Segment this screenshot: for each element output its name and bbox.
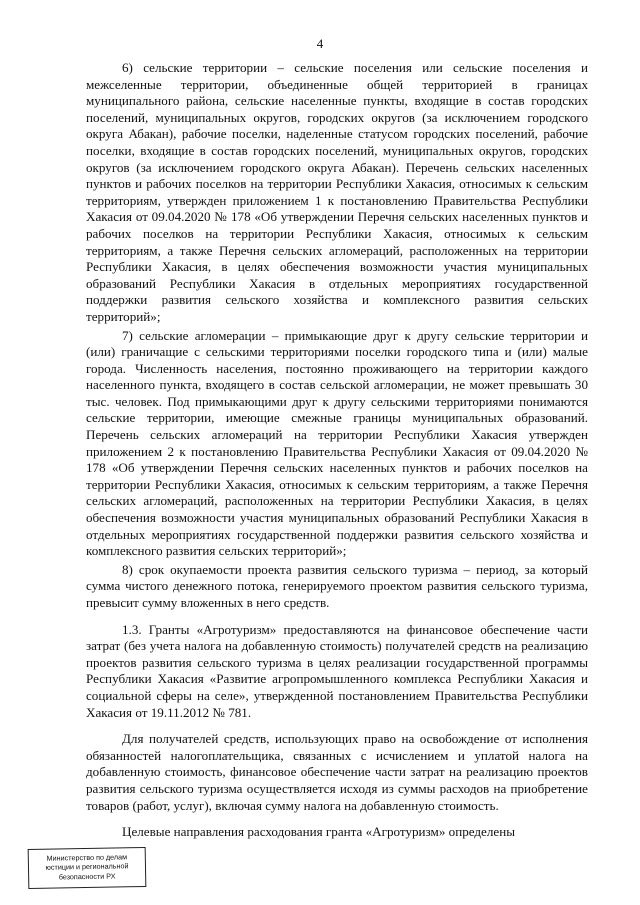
ministry-stamp bbox=[28, 847, 147, 889]
stamp-line-2: юстиции и региональной bbox=[45, 861, 129, 873]
paragraph-payback-period: 8) срок окупаемости проекта развития сельского туризма – период, за который сумма чистого денежного потока, генерируемого проектом развития сельского туризма, превысит сумму вложенных в него средств. bbox=[86, 561, 588, 610]
stamp-line-1: Министерство по делам bbox=[46, 852, 128, 863]
paragraph-grants-purpose: 1.3. Гранты «Агротуризм» предоставляются на финансовое обеспечение части затрат (без учета налога на добавленную стоимость) получателей средств на реализацию проектов развития сельского туризма в целях реализации государственной программы Республики Хакасия «Развитие агропромышленного комплекса Республики Хакасия и социальной сферы на селе», утвержденной постановлением Правительства Республики Хакасия от 19.11.2012 № 781. bbox=[86, 621, 588, 720]
paragraph-rural-territories: 6) сельские территории – сельские поселения или сельские поселения и межселенные территории, объединенные общей территорией в границах муниципального района, сельские населенные пункты, входящие в состав городских поселений, муниципальных округов, городских округов (за исключением городского округа Абакан), рабочие поселки, наделенные статусом городских поселений, рабочие поселки, входящие в состав городских поселений, муниципальных округов, городских округов (за исключением городского округа Абакан). Перечень сельских населенных пунктов и рабочих поселков на территории Республики Хакасия, относимых к сельским территориям, утвержден приложением 1 к постановлению Правительства Республики Хакасия от 09.04.2020 № 178 «Об утверждении Перечня сельских населенных пунктов и рабочих поселков на территории Республики Хакасия, относимых к сельским территориям, а также Перечня сельских агломераций, расположенных на территории Республики Хакасия, в целях обеспечения возможности участия муниципальных образований Республики Хакасия в отдельных мероприятиях государственной поддержки развития сельского хозяйства и комплексного развития сельских территорий»; bbox=[86, 60, 588, 324]
paragraph-target-directions: Целевые направления расходования гранта «Агротуризм» определены bbox=[122, 824, 516, 840]
document-body bbox=[86, 60, 588, 843]
paragraph-vat-exemption: Для получателей средств, использующих право на освобождение от исполнения обязанностей налогоплательщика, связанных с исчислением и уплатой налога на добавленную стоимость, финансовое обеспечение части затрат на реализацию проектов развития сельского туризма осуществляется исходя из суммы расходов на приобретение товаров (работ, услуг), включая сумму налога на добавленную стоимость. bbox=[86, 731, 588, 813]
stamp-line-3: безопасности РХ bbox=[58, 871, 116, 882]
page-number: 4 bbox=[316, 36, 324, 51]
paragraph-rural-agglomerations: 7) сельские агломерации – примыкающие друг к другу сельские территории и (или) граничащие с сельскими территориями поселки городского типа и (или) малые города. Численность населения, постоянно проживающего на территории каждого населенного пункта, входящего в состав сельской агломерации, не может превышать 30 тыс. человек. Под примыкающими друг к другу сельскими территориями понимаются сельские территории, имеющие смежные границы муниципальных образований. Перечень сельских агломераций на территории Республики Хакасия утвержден приложением 2 к постановлению Правительства Республики Хакасия от 09.04.2020 № 178 «Об утверждении Перечня сельских населенных пунктов и рабочих поселков на территории Республики Хакасия, относимых к сельским территориям, а также Перечня сельских агломераций, расположенных на территории Республики Хакасия, в целях обеспечения возможности участия муниципальных образований Республики Хакасия в отдельных мероприятиях государственной поддержки развития сельского хозяйства и комплексного развития сельских территорий»; bbox=[86, 327, 588, 559]
